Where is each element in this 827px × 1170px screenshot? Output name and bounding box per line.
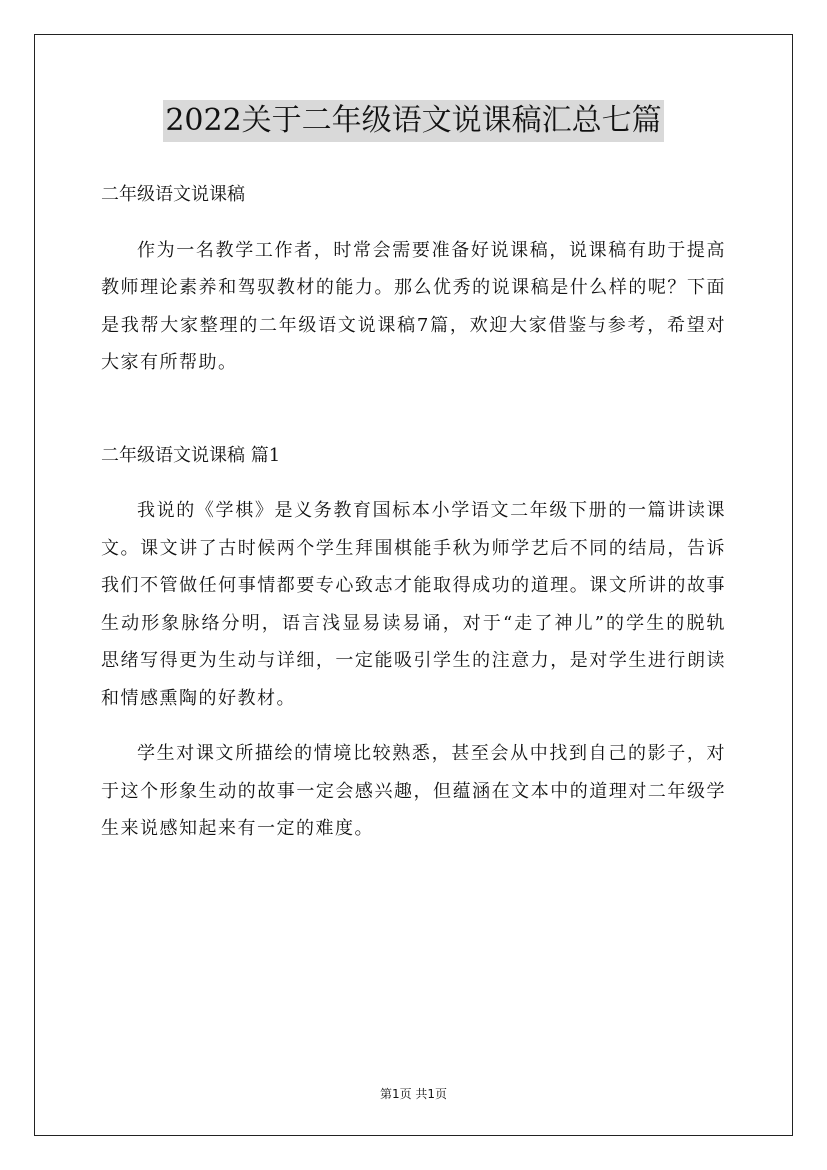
section1-paragraph-1: 我说的《学棋》是义务教育国标本小学语文二年级下册的一篇讲读课文。课文讲了古时候两个学生拜围棋能手秋为师学艺后不同的结局，告诉我们不管做任何事情都要专心致志才能取得成功的道理。课文所讲的故事生动形象脉络分明，语言浅显易读易诵，对于“走了神儿”的学生的脱轨思绪写得更为生动与详细，一定能吸引学生的注意力，是对学生进行朗读和情感熏陶的好教材。 (101, 500, 726, 709)
spacer (101, 382, 726, 437)
spacer (101, 474, 726, 492)
intro-paragraph: 作为一名教学工作者，时常会需要准备好说课稿，说课稿有助于提高教师理论素养和驾驭教材的能力。那么优秀的说课稿是什么样的呢？下面是我帮大家整理的二年级语文说课稿7篇，欢迎大家借鉴与参考，希望对大家有所帮助。 (101, 239, 726, 373)
document-body (101, 176, 726, 848)
title-container (0, 100, 827, 142)
page-footer (0, 1085, 827, 1102)
section1-heading: 二年级语文说课稿 篇1 (101, 444, 281, 466)
page-number: 第1页 共1页 (379, 1087, 448, 1101)
intro-heading: 二年级语文说课稿 (101, 184, 245, 205)
spacer (101, 214, 726, 232)
section1-paragraph-2: 学生对课文所描绘的情境比较熟悉，甚至会从中找到自己的影子，对于这个形象生动的故事一定会感兴趣，但蕴涵在文本中的道理对二年级学生来说感知起来有一定的难度。 (101, 743, 726, 839)
spacer (101, 717, 726, 735)
document-title: 2022关于二年级语文说课稿汇总七篇 (163, 100, 663, 142)
